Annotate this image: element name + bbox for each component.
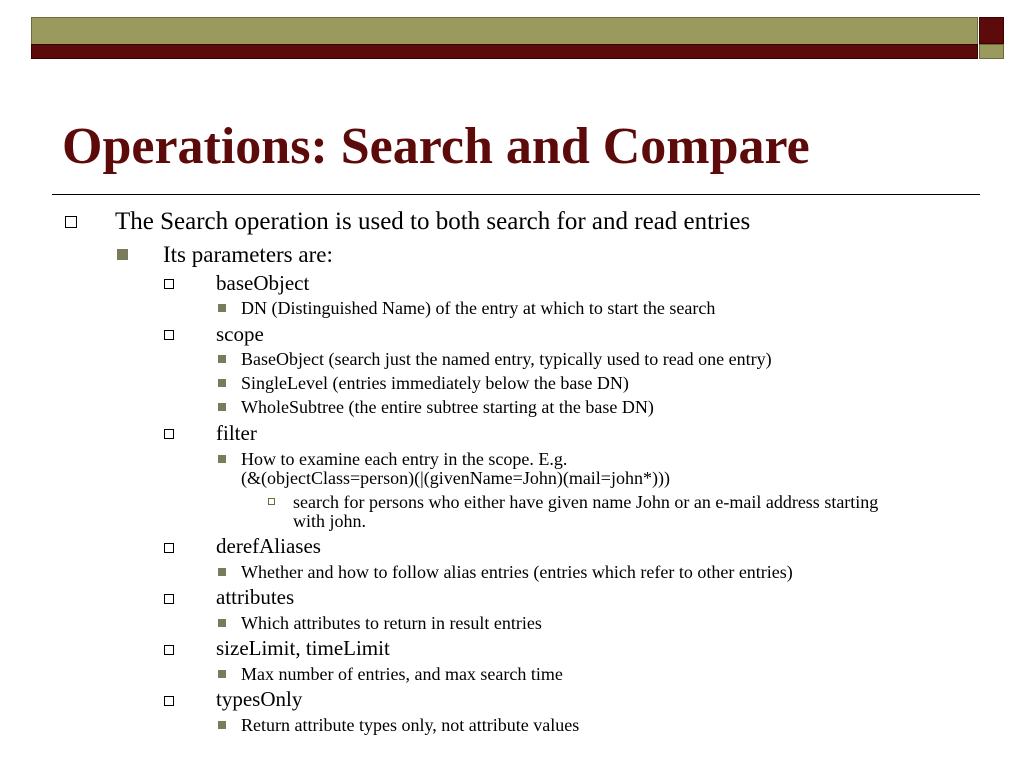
bullet-filled-icon <box>218 568 226 576</box>
bullet-filled-icon <box>117 249 128 260</box>
bullet-filled-icon <box>218 355 226 363</box>
bullet-hollow-icon <box>164 279 174 289</box>
param-scope: scope <box>216 322 264 346</box>
bullet-hollow-icon <box>164 594 174 604</box>
param-typesonly: typesOnly <box>216 687 303 711</box>
param-attributes-desc: Which attributes to return in result entries <box>241 613 542 633</box>
slide-title: Operations: Search and Compare <box>62 118 810 175</box>
filter-note-1: search for persons who either have given name John or an e-mail address starting <box>293 492 879 512</box>
bullet-hollow-icon <box>164 696 174 706</box>
param-typesonly-desc: Return attribute types only, not attribute values <box>241 715 580 735</box>
param-filter-desc-1: How to examine each entry in the scope. E.g. <box>241 449 568 469</box>
param-derefaliases: derefAliases <box>216 534 321 558</box>
bullet-filled-icon <box>218 455 226 463</box>
bullet-hollow-icon <box>65 216 77 228</box>
bullet-hollow-icon <box>164 645 174 655</box>
bullet-filled-icon <box>218 670 226 678</box>
intro-text: The Search operation is used to both search for and read entries <box>115 208 751 235</box>
bullet-filled-icon <box>218 304 226 312</box>
param-limits: sizeLimit, timeLimit <box>216 636 390 660</box>
param-filter-desc-2: (&(objectClass=person)(|(givenName=John)(mail=john*))) <box>241 468 670 488</box>
param-derefaliases-desc: Whether and how to follow alias entries (entries which refer to other entries) <box>241 562 793 582</box>
bullet-filled-icon <box>218 619 226 627</box>
bullet-hollow-icon <box>268 498 275 505</box>
bullet-filled-icon <box>218 721 226 729</box>
bullet-hollow-icon <box>164 330 174 340</box>
params-label: Its parameters are: <box>163 242 333 267</box>
scope-option: BaseObject (search just the named entry, typically used to read one entry) <box>241 349 772 369</box>
scope-option: SingleLevel (entries immediately below the base DN) <box>241 373 629 393</box>
param-baseobject-desc: DN (Distinguished Name) of the entry at which to start the search <box>241 298 716 318</box>
bullet-hollow-icon <box>164 543 174 553</box>
bullet-filled-icon <box>218 403 226 411</box>
bullet-hollow-icon <box>164 429 174 439</box>
param-baseobject: baseObject <box>216 271 310 295</box>
bullet-filled-icon <box>218 379 226 387</box>
param-attributes: attributes <box>216 585 295 609</box>
param-limits-desc: Max number of entries, and max search time <box>241 664 563 684</box>
param-filter: filter <box>216 421 257 445</box>
filter-note-2: with john. <box>293 511 367 531</box>
scope-option: WholeSubtree (the entire subtree starting at the base DN) <box>241 397 654 417</box>
